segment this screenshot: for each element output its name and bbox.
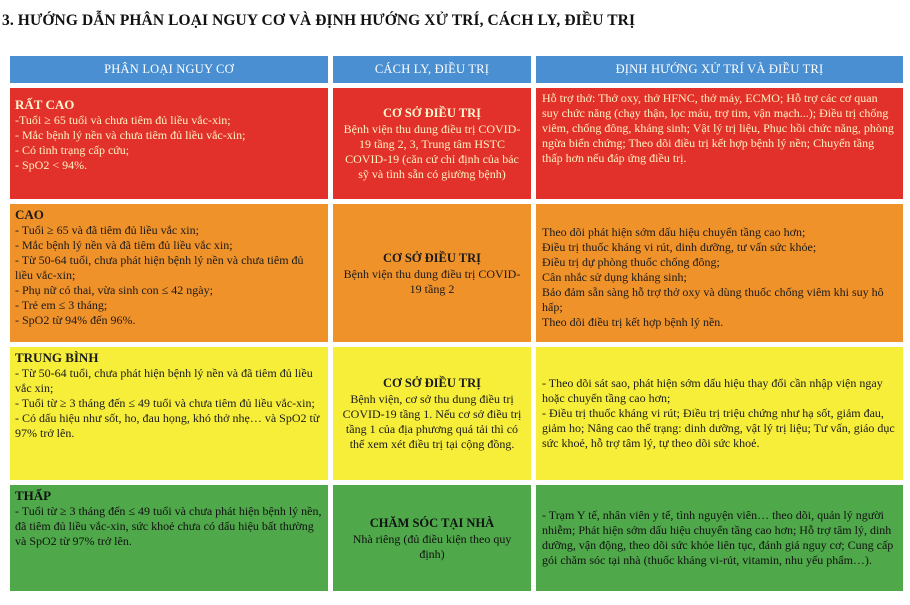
facility-title: CƠ SỞ ĐIỀU TRỊ — [382, 250, 482, 265]
risk-cell-very-high — [10, 88, 328, 199]
risk-table — [10, 56, 903, 591]
treatment-item: - Trạm Y tế, nhân viên y tế, tình nguyện viên… theo dõi, quản lý người nhiễm; Phát hiện sớm dấu hiệu chuyển tầng cao hơn; Hỗ trợ tâm lý, dinh dưỡng, vận động, theo dõi sức khỏe liên tục, đánh giá nguy cơ; Cung cấp gói chăm sóc tại nhà (thuốc kháng vi-rút, vitamin, nhu yếu phẩm…). — [542, 508, 894, 567]
criteria-item: - Trẻ em ≤ 3 tháng; — [15, 298, 108, 312]
criteria-item: - Tuổi ≥ 65 và đã tiêm đủ liều vắc xin; — [15, 223, 199, 237]
criteria-item: - Từ 50-64 tuổi, chưa phát hiện bệnh lý nền và chưa tiêm đủ liều vắc-xin; — [15, 253, 304, 282]
treatment-item: Theo dõi điều trị kết hợp bệnh lý nền. — [542, 315, 724, 329]
header-management-direction: ĐỊNH HƯỚNG XỬ TRÍ VÀ ĐIỀU TRỊ — [536, 56, 903, 83]
criteria-item: - Có tình trạng cấp cứu; — [15, 143, 130, 157]
header-isolation-treatment: CÁCH LY, ĐIỀU TRỊ — [333, 56, 531, 83]
risk-cell-low — [10, 485, 328, 591]
criteria-item: - Phụ nữ có thai, vừa sinh con ≤ 42 ngày; — [15, 283, 213, 297]
treatment-item: Bảo đảm sẵn sàng hỗ trợ thở oxy và dùng thuốc chống viêm khi suy hô hấp; — [542, 285, 884, 314]
treatment-cell-low — [536, 485, 903, 591]
criteria-item: - Từ 50-64 tuổi, chưa phát hiện bệnh lý nền và đã tiêm đủ liều vắc xin; — [15, 366, 313, 395]
facility-detail: Bệnh viện thu dung điều trị COVID-19 tầng 2, 3, Trung tâm HSTC COVID-19 (căn cứ chỉ định của bác sỹ và tình sẵn có giường bệnh) — [343, 122, 521, 181]
treatment-cell-high — [536, 204, 903, 342]
criteria-item: - Mắc bệnh lý nền và chưa tiêm đủ liều vắc-xin; — [15, 128, 246, 142]
treatment-cell-very-high — [536, 88, 903, 199]
treatment-item: Theo dõi phát hiện sớm dấu hiệu chuyển tầng cao hơn; — [542, 225, 806, 239]
risk-level-label: THẤP — [15, 488, 52, 503]
facility-title: CƠ SỞ ĐIỀU TRỊ — [382, 376, 482, 390]
treatment-cell-medium — [536, 347, 903, 480]
facility-cell-low — [333, 485, 531, 591]
treatment-item: Hỗ trợ thở: Thở oxy, thở HFNC, thở máy, ECMO; Hỗ trợ các cơ quan suy chức năng (chạy thận, lọc máu, trợ tim, vận mạch...); Điều trị chống viêm, chống đông, kháng sinh; Vật lý trị liệu, Phục hồi chức năng, phòng ngừa biến chứng; Theo dõi điều trị kết hợp bệnh lý nền; Chuyển tầng thấp hơn nếu đáp ứng điều trị. — [542, 91, 894, 165]
facility-cell-medium — [333, 347, 531, 480]
treatment-item: Cân nhắc sử dụng kháng sinh; — [542, 270, 687, 284]
criteria-item: - Có dấu hiệu như sốt, ho, đau họng, khó thở nhẹ… và SpO2 từ 97% trở lên. — [15, 411, 320, 440]
treatment-item: Điều trị thuốc kháng vi rút, dinh dưỡng, tư vấn sức khỏe; — [542, 240, 817, 254]
risk-cell-high — [10, 204, 328, 342]
facility-detail: Nhà riêng (đủ điều kiện theo quy định) — [352, 531, 512, 561]
facility-title: CƠ SỞ ĐIỀU TRỊ — [382, 106, 482, 120]
treatment-item: Điều trị dự phòng thuốc chống đông; — [542, 255, 720, 269]
criteria-item: -Tuổi ≥ 65 tuổi và chưa tiêm đủ liều vắc-xin; — [15, 113, 231, 127]
risk-level-label: TRUNG BÌNH — [15, 350, 99, 365]
facility-detail: Bệnh viện, cơ sở thu dung điều trị COVID-19 tầng 1. Nếu cơ sở điều trị tầng 1 của địa phương quá tải thì có thể xem xét điều trị tại cộng đồng. — [342, 392, 522, 451]
header-risk-classification: PHÂN LOẠI NGUY CƠ — [10, 56, 328, 83]
risk-level-label: RẤT CAO — [15, 97, 75, 112]
criteria-item: - Mắc bệnh lý nền và đã tiêm đủ liều vắc xin; — [15, 238, 233, 252]
risk-level-label: CAO — [15, 207, 44, 222]
criteria-item: - SpO2 < 94%. — [15, 158, 88, 172]
facility-title: CHĂM SÓC TẠI NHÀ — [369, 515, 495, 530]
facility-cell-very-high — [333, 88, 531, 199]
facility-cell-high — [333, 204, 531, 342]
criteria-item: - SpO2 từ 94% đến 96%. — [15, 313, 136, 327]
risk-cell-medium — [10, 347, 328, 480]
treatment-item: - Điều trị thuốc kháng vi rút; Điều trị triệu chứng như hạ sốt, giảm đau, giảm ho; Nâng cao thể trạng: dinh dưỡng, vật lý trị liệu; Tư vấn, giáo dục sức khoẻ, hỗ trợ tâm lý, tự theo dõi sức khoẻ. — [542, 406, 895, 450]
criteria-item: - Tuổi từ ≥ 3 tháng đến ≤ 49 tuổi và chưa phát hiện bệnh lý nền, đã tiêm đủ liều vắc-xin, sức khoẻ chưa có dấu hiệu bất thường và SpO2 từ 97% trở lên. — [15, 504, 322, 548]
treatment-item: - Theo dõi sát sao, phát hiện sớm dấu hiệu thay đổi cần nhập viện ngay hoặc chuyển tầng cao hơn; — [542, 376, 883, 405]
criteria-item: - Tuổi từ ≥ 3 tháng đến ≤ 49 tuổi và chưa tiêm đủ liều vắc-xin; — [15, 396, 315, 410]
page-title: 3. HƯỚNG DẪN PHÂN LOẠI NGUY CƠ VÀ ĐỊNH HƯỚNG XỬ TRÍ, CÁCH LY, ĐIỀU TRỊ — [2, 12, 636, 29]
facility-detail: Bệnh viện thu dung điều trị COVID-19 tầng 2 — [343, 266, 521, 296]
